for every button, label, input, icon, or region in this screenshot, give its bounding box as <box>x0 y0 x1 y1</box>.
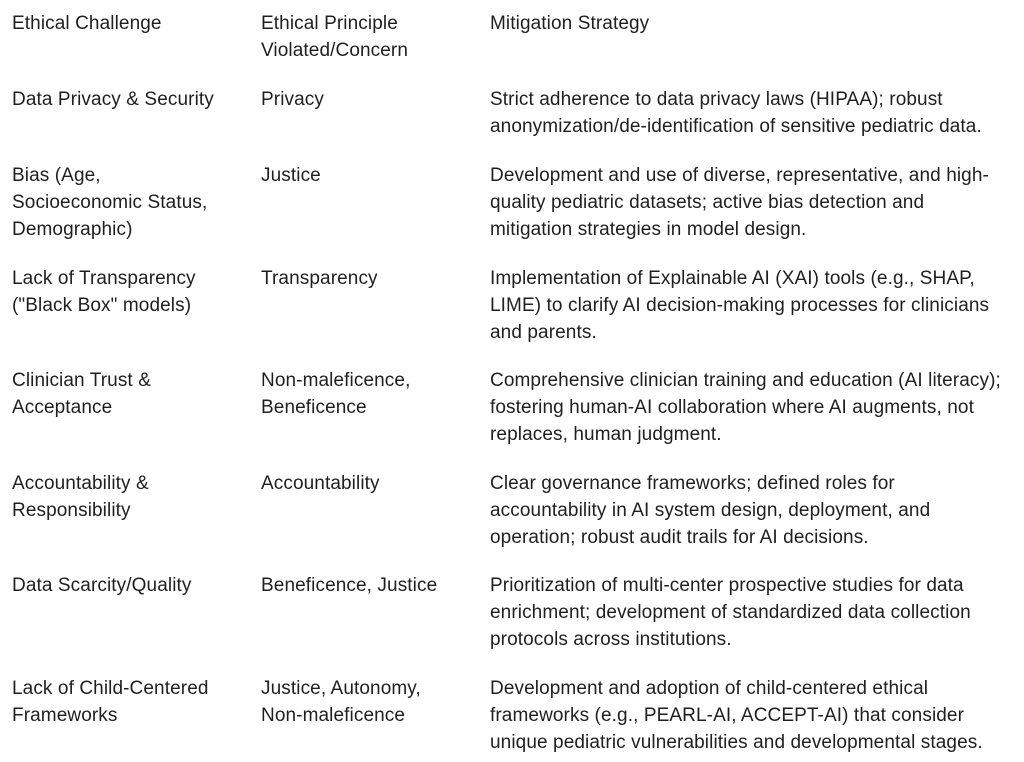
header-ethical-principle: Ethical Principle Violated/Concern <box>261 13 409 61</box>
cell-strategy: Development and use of diverse, representative, and high- quality pediatric datasets; active bias detection and mitigation strategies in model design. <box>490 165 989 240</box>
cell-challenge: Lack of Child-Centered Frameworks <box>12 678 209 726</box>
cell-principle: Non-maleficence, Beneficence <box>261 370 411 418</box>
cell-principle: Transparency <box>261 268 378 289</box>
cell-strategy: Comprehensive clinician training and education (AI literacy); fostering human-AI collaboration where AI augments, not replaces, human judgment. <box>490 370 1001 445</box>
header-ethical-challenge: Ethical Challenge <box>12 13 162 34</box>
cell-principle: Beneficence, Justice <box>261 575 438 596</box>
cell-challenge: Lack of Transparency ("Black Box" models) <box>12 268 196 316</box>
cell-strategy: Implementation of Explainable AI (XAI) tools (e.g., SHAP, LIME) to clarify AI decision-making processes for clinicians and parents. <box>490 268 990 343</box>
cell-challenge: Data Privacy & Security <box>12 89 214 110</box>
cell-principle: Accountability <box>261 473 380 494</box>
cell-principle: Justice, Autonomy, Non-maleficence <box>261 678 421 726</box>
cell-principle: Justice <box>261 165 321 186</box>
cell-challenge: Data Scarcity/Quality <box>12 575 192 596</box>
cell-strategy: Strict adherence to data privacy laws (HIPAA); robust anonymization/de-identification of sensitive pediatric data. <box>490 89 982 137</box>
cell-strategy: Prioritization of multi-center prospective studies for data enrichment; development of standardized data collection protocols across institutions. <box>490 575 971 650</box>
cell-challenge: Bias (Age, Socioeconomic Status, Demographic) <box>12 165 208 240</box>
cell-strategy: Clear governance frameworks; defined roles for accountability in AI system design, deployment, and operation; robust audit trails for AI decisions. <box>490 473 931 548</box>
cell-challenge: Clinician Trust & Acceptance <box>12 370 151 418</box>
cell-principle: Privacy <box>261 89 324 110</box>
cell-challenge: Accountability & Responsibility <box>12 473 149 521</box>
cell-strategy: Development and adoption of child-centered ethical frameworks (e.g., PEARL-AI, ACCEPT-AI) that consider unique pediatric vulnerabilities and developmental stages. <box>490 678 983 753</box>
header-mitigation-strategy: Mitigation Strategy <box>490 13 650 34</box>
